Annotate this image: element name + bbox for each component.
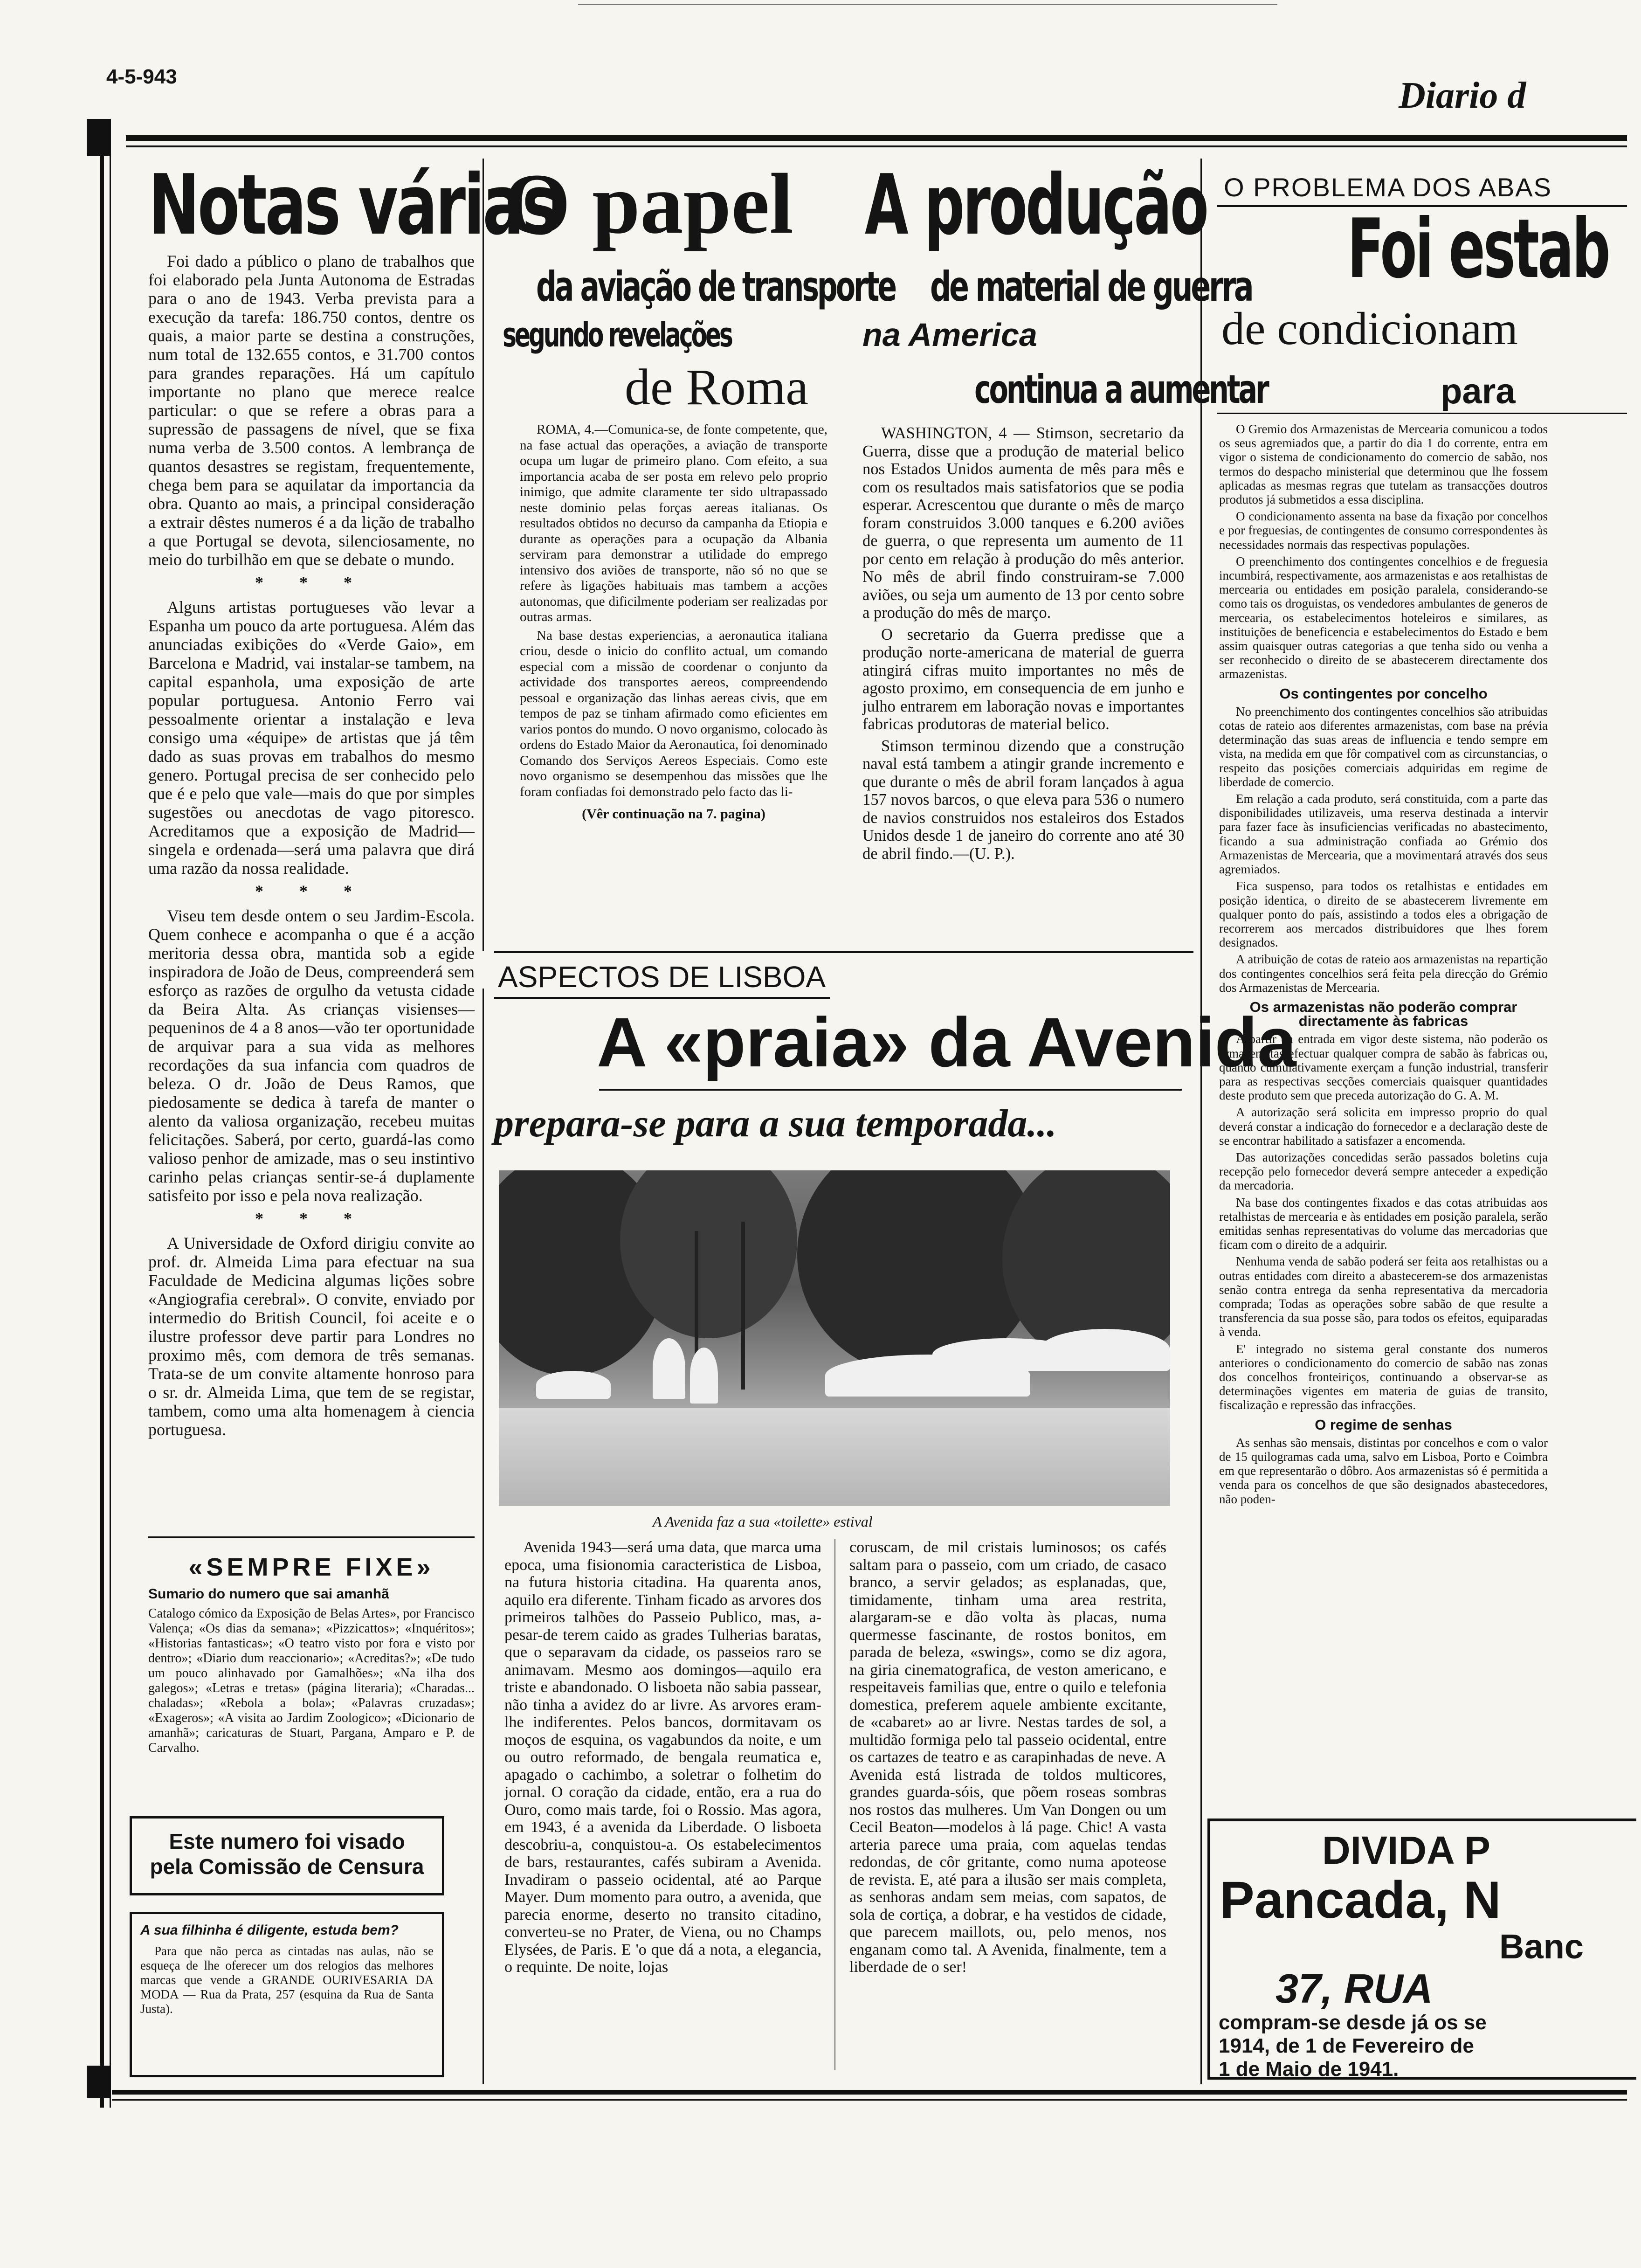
column-separator-1b [483,989,484,2084]
divida-line2: Pancada, N [1220,1871,1501,1929]
sempre-fixe-subtitle: Sumario do numero que sai amanhã [148,1586,389,1602]
abast-p13: E' integrado no sistema geral constante dos numeros anteriores o condicionamento do comercio de sabão nas zonas dos concelhos fronteiriços, continuando a observar-se as determinações vigentes em materia de guias de transito, fiscalização e repressão das infracções. [1219,1341,1548,1412]
notas-stars-2: * * * [255,882,368,900]
top-rule-thin [126,145,1627,147]
abast-p7: A atribuição de cotas de rateio aos armazenistas na repartição dos contingentes concelhios será feita pela direcção do Grémio dos Armazenistas de Mercearia. [1219,952,1548,995]
ourivesaria-title: A sua filhinha é diligente, estuda bem? [140,1922,399,1938]
left-border-thin [110,149,111,2108]
ourivesaria-ad [130,1912,444,2077]
papel-sub3: de Roma [625,359,809,415]
papel-column [520,422,827,822]
abast-p2: O condicionamento assenta na base da fixação por concelhos e por freguesias, de contingentes de consumo correspondentes às necessidades normais das respectivas populações. [1219,509,1548,552]
divida-line7: 1 de Maio de 1941. [1219,2058,1399,2080]
sempre-fixe-rule [148,1536,475,1538]
abast-p6: Fica suspenso, para todos os retalhistas e entidades em posição identica, o direito de se abastecerem livremente em qualquer ponto do país, assistindo a todos eles a obrigação de recorrerem aos mercados distribuidores que lhes forem designados. [1219,879,1548,950]
producao-p1: WASHINGTON, 4 — Stimson, secretario da Guerra, disse que a produção de material belico nos Estados Unidos aumenta de mês para mês e com os resultados mais satisfatorios que se podia esperar. Acrescentou que durante o mês de março foram construidos 3.000 tanques e 6.200 aviões de guerra, o que representa um aumento de 11 por cento em relação à produção do mês anterior. No mês de abril findo construiram-se 7.000 aviões, ou seja um aumento de 13 por cento sobre a produção do mês de março. [862,424,1184,622]
lisboa-title: A «praia» da Avenida [597,1003,1296,1081]
issue-date: 4-5-943 [106,65,177,88]
abast-sub1: de condicionam [1221,303,1518,354]
abast-column [1219,422,1548,1509]
notas-column [148,252,475,1443]
abast-p8: A partir da entrada em vigor deste sistema, não poderão os armazenistas efectuar qualquer compra de sabão às fabricas ou, quando cumulativamente exerçam a função industrial, transferir para as respectivas secções comerciais quaisquer quantidades deste produto sem que preceda autorização do G. A. M. [1219,1032,1548,1103]
lisboa-kicker: ASPECTOS DE LISBOA [498,960,826,994]
papel-continued: (Vêr continuação na 7. pagina) [582,806,765,822]
abast-h1: Os contingentes por concelho [1279,685,1488,702]
lisboa-subtitle: prepara-se para a sua temporada... [494,1102,1057,1145]
lisboa-col1-text: Avenida 1943—será uma data, que marca uma epoca, uma fisionomia caracteristica de Lisboa, na futura historia citadina. Ha quarenta anos, aquilo era diferente. Tinham ficado as arvores dos primeiros talhões do Passeio Publico, mas, a-pesar-de terem caido as grades Tulherias baratas, que o separavam da cidade, os passeios raro se animavam. Mesmo aos domingos—aquilo era triste e abandonado. O lisboeta não sabia passear, não tinha a avidez do ar livre. As arvores eram-lhe indiferentes. Pelos bancos, dormitavam os moços de esquina, os vagabundos da noite, e um ou outro reformado, de bengala reumatica e, apagado o cachimbo, a soletrar o folhetim do jornal. O coração da cidade, então, era a rua do Ouro, como mais tarde, foi o Rossio. Mas agora, em 1943, é a avenida da Liberdade. O lisboeta descobriu-a, conquistou-a. Os estabelecimentos de bars, restaurantes, cafés subiram a Avenida. Invadiram o passeio ocidental, até ao Parque Mayer. Dum momento para outro, a avenida, que parecia enorme, deserto no transito citadino, converteu-se no Prater, de Viena, ou no Champs Elysées, de Paris. E 'o que dá a nota, a elegancia, o requinte. De noite, lojas [504,1539,821,1976]
producao-sub2: na America [862,317,1037,353]
abast-p14: As senhas são mensais, distintas por concelhos e com o valor de 15 quilogramas cada uma, salvo em Lisboa, Porto e Coimbra em que representarão o dôbro. Aos armazenistas só é permitida a venda para os concelhos de que são designados abastecedores, não poden- [1219,1435,1548,1506]
abast-p11: Na base dos contingentes fixados e das cotas atribuidas aos retalhistas de mercearia e às entidades em posição paralela, serão emitidas senhas representativas do volume das mercadorias que ficam com o direito de a adquirir. [1219,1195,1548,1252]
avenida-photo [499,1170,1170,1506]
bottom-rule [112,2090,1627,2095]
producao-p3: Stimson terminou dizendo que a construção naval está tambem a atingir grande incremento e que durante o mês de abril foram lançados à agua 157 novos barcos, o que eleva para 536 o numero de navios construidos nos estaleiros dos Estados Unidos desde 1 de janeiro do corrente ano até 30 de abril findo.—(U. P.). [862,737,1184,863]
abast-title: Foi estab [1347,202,1609,297]
lisboa-col-separator [834,1539,835,2070]
papel-sub1: da aviação de transporte [536,263,895,311]
sempre-fixe-text: Catalogo cómico da Exposição de Belas Artes», por Francisco Valença; «Os dias da semana»; «Pizzicattos»; «Inquéritos»; «Historias fantasticas»; «O teatro visto por fora e visto por dentro»; «Diario dum reaccionario»; «Acreditas?»; «De tudo um pouco alinhavado por Gamalhões»; «Na ilha dos galegos»; «Letras e tretas» (página literaria); «Charadas... chaladas»; «Rebola a bola»; «Palavras cruzadas»; «Exageros»; «A visita ao Jardim Zoologico»; «Dicionario de amanhã»; caricaturas de Stuart, Pargana, Amparo e P. de Carvalho. [148,1606,475,1755]
divida-line4: 37, RUA [1276,1965,1433,2012]
abast-kicker: O PROBLEMA DOS ABAS [1224,173,1552,202]
papel-p1: ROMA, 4.—Comunica-se, de fonte competente, que, na fase actual das operações, a aviação de transporte ocupa um lugar de primeiro plano. Com efeito, a sua importancia acaba de ser posta em relevo pelo proprio inimigo, que admite claramente ter sido ultrapassado neste dominio pelas forças aereas italianas. Os resultados obtidos no decurso da campanha da Etiopia e durante as operações para a ocupação da Albania serviram para demonstrar a utilidade do emprego intensivo dos aviões de transporte, não só no que se refere às ligações habituais mas tambem a acções autonomas, que dificilmente poderiam ser realizadas por outras armas. [520,422,827,624]
top-rule [126,135,1627,141]
left-border [100,149,104,2108]
divida-line5: compram-se desde já os se [1219,2011,1487,2034]
lisboa-title-rule [599,1089,1182,1091]
abast-h3: O regime de senhas [1315,1416,1452,1433]
divida-line1: DIVIDA P [1322,1828,1490,1872]
divida-ad [1207,1819,1636,2080]
notas-p3: Viseu tem desde ontem o seu Jardim-Escola. Quem conhece e acompanha o que é a acção meritoria dessa obra, mantida sob a egide inspiradora de João de Deus, compreenderá sem esforço as razões de orgulho da vetusta cidade da Beira Alta. As crianças visienses—pequeninos de 4 a 8 anos—vão ter oportunidade de arquivar para a sua vida as melhores recordações da sua infancia com quadros de beleza. O dr. João de Deus Ramos, que piedosamente se dedica à tarefa de manter o alento da valiosa organização, recebeu muitas felicitações. Saberá, por certo, guardá-las como valioso penhor de amizade, mas o seu instintivo carinho pelas crianças sentir-se-á duplamente satisfeito por isso e pela nova realização. [148,906,475,1205]
left-marker-top [87,119,111,156]
lisboa-col2-text: coruscam, de mil cristais luminosos; os cafés saltam para o passeio, com um criado, de casaco branco, a servir gelados; as esplanadas, que, timidamente, tinham uma area restrita, alargaram-se e dão volta às placas, numa quermesse fascinante, de rostos bonitos, em parada de beleza, «swings», como se diz agora, na giria cinematografica, de veston americano, e respeitaveis familias que, entre o quilo e telefonia domestica, preferem aquele ambiente excitante, de «cabaret» ao ar livre. Nestas tardes de sol, a multidão formiga pelo tal passeio ocidental, entre os cartazes de teatro e as carapinhadas de neve. A Avenida está listrada de toldos multicores, grandes guarda-sóis, que põem roseas sombras nos rostos das mulheres. Um Van Dongen ou um Cecil Beaton—modelos à lá page. Chic! A vasta arteria parece uma praia, com aquelas tendas redondas, de côr gritante, como numa apoteose de revista. E, até para a ilusão ser mais completa, as senhoras andam sem meias, com sapatos, de sola de cortiça, a dobrar, e ha vestidos de cidade, que parecem maillots, ou, pelo menos, nos enganam como tal. A Avenida, finalmente, tem a liberdade de o ser! [849,1539,1166,1976]
abast-p9: A autorização será solicita em impresso proprio do qual deverá constar a indicação do fornecedor e a declaração deste de se encontrar habilitado a satisfazer a encomenda. [1219,1105,1548,1148]
censura-box [130,1816,444,1895]
papel-p2: Na base destas experiencias, a aeronautica italiana criou, desde o inicio do conflito actual, um comando especial com a missão de coordenar o conjunto da actividade dos transportes aereos, compreendendo pessoal e organização das linhas aereas civis, que em tempos de paz se tinham afirmado como eficientes em varios pontos do mundo. O novo organismo, colocado às ordens do Estado Maior da Aeronautica, foi denominado Comando dos Serviços Aereos Especiais. Como este novo organismo se desempenhou das missões que lhe foram confiadas foi demonstrado pelo facto das li- [520,628,827,799]
producao-sub1: de material de guerra [930,263,1252,311]
sempre-fixe-title: «SEMPRE FIXE» [188,1553,434,1581]
notas-p4: A Universidade de Oxford dirigiu convite ao prof. dr. Almeida Lima para efectuar na sua Faculdade de Medicina algumas lições sobre «Angiografia cerebral». O convite, enviado por intermedio do British Council, foi aceite e o ilustre professor deve partir para Londres no proximo mês, com demora de três semanas. Trata-se de um convite altamente honroso para o sr. dr. Almeida Lima, que tem de se registar, tambem, como uma alta homenagem à ciencia portuguesa. [148,1234,475,1439]
abast-p10: Das autorizações concedidas serão passados boletins cuja recepção pelo fornecedor deverá sempre anteceder a expedição da mercadoria. [1219,1150,1548,1193]
lisboa-col2 [849,1539,1166,1980]
top-edge-line [578,4,1277,5]
lisboa-kicker-rule [494,997,830,999]
notas-p2: Alguns artistas portugueses vão levar a Espanha um pouco da arte portuguesa. Além das anunciadas exibições do «Verde Gaio», em Barcelona e Madrid, vai instalar-se tambem, na capital espanhola, uma exposição de arte popular portuguesa. Antonio Ferro vai pessoalmente orientar a instalação e leva consigo uma «équipe» de artistas que já têm dado as suas provas em trabalhos do mesmo genero. Portugal precisa de ser conhecido pelo que é e pelo que vale—mais do que por simples sugestões ou anecdotas de vago pitoresco. Acreditamos que a exposição de Madrid—singela e ordenada—será uma palavra que dirá uma razão da nossa realidade. [148,598,475,878]
notas-p1: Foi dado a público o plano de trabalhos que foi elaborado pela Junta Autonoma de Estradas para o ano de 1943. Verba prevista para a execução da tarefa: 186.750 contos, dentre os quais, a maior parte se destina a construções, num total de 132.655 contos, e 31.700 contos para grandes reparações. Há um capítulo importante no plano que merece realce particular: o que se refere a obras para a supressão de passagens de nível, que se fixa numa verba de 3.500 contos. A lembrança de quantos desastres se registam, frequentemente, chega bem para se aquilatar da importancia da obra. Quanto ao mais, a principal consideração a extrair dêstes numeros é a da lição de trabalho a que Portugal se devota, silenciosamente, no meio do turbilhão em que se debate o mundo. [148,252,475,569]
lisboa-top-rule [494,951,1193,953]
masthead: Diario d [1399,75,1526,116]
divida-line3: Banc [1499,1927,1584,1966]
bottom-rule-thin [112,2099,1627,2101]
abast-p12: Nenhuma venda de sabão poderá ser feita aos retalhistas ou a outras entidades com direito a abastecerem-se dos armazenistas senão contra entrega da senha representativa da mercadoria comprada; Todas as operações sobre sabão de que resulte a transferencia da sua posse são, para todos os efeitos, equiparadas à venda. [1219,1254,1548,1339]
column-separator-3 [1200,159,1202,2084]
abast-p5: Em relação a cada produto, será constituida, com a parte das disponibilidades utilizaveis, uma reserva destinada a intervir para fazer face às insuficiencias verificadas no abastecimento, ficando a sua administração confiada ao Grémio dos Armazenistas de Mercearia, que a movimentará através dos seus agremiados. [1219,792,1548,877]
producao-sub3: continua a aumentar [974,366,1268,412]
notas-stars-1: * * * [255,573,368,592]
abast-sub-rule [1217,413,1627,414]
ourivesaria-text: Para que não perca as cintadas nas aulas, não se esqueça de lhe oferecer um dos relogios das melhores marcas que vende a GRANDE OURIVESARIA DA MODA — Rua da Prata, 257 (esquina da Rua de Santa Justa). [140,1944,434,2016]
lisboa-col1 [504,1539,821,1980]
producao-p2: O secretario da Guerra predisse que a produção norte-americana de material de guerra atingirá cifras muito importantes no mês de agosto proximo, em consequencia de em junho e julho entrarem em laboração novas e importantes fabricas produtoras de material belico. [862,625,1184,733]
abast-p3: O preenchimento dos contingentes concelhios e de freguesia incumbirá, respectivamente, aos armazenistas e aos retalhistas de mercearia ou entidades em posição paralela, considerando-se como tais os droguistas, os vendedores ambulantes de generos de mercearia, os estabelecimentos hoteleiros e similares, as instituições de beneficencia e estabelecimentos do Estado e bem assim quaisquer outras categorias a que tenha sido ou venha a ser reconhecido o direito de se abastecerem directamente dos armazenistas. [1219,554,1548,681]
producao-column [862,424,1184,866]
abast-h2: Os armazenistas não poderão comprar directamente às fabricas [1249,998,1517,1030]
photo-caption: A Avenida faz a sua «toilette» estival [653,1513,873,1530]
column-separator-1 [483,159,484,951]
papel-sub2: segundo revelações [503,315,731,354]
papel-title: O papel [503,156,793,252]
notas-title: Notas várias [148,157,557,253]
abast-sub2: para [1441,372,1516,411]
producao-title: A produção [865,157,1207,253]
abast-p1: O Gremio dos Armazenistas de Mercearia comunicou a todos os seus agremiados que, a partir do dia 1 do corrente, entra em vigor o sistema de condicionamento do comercio de sabão, nos termos do despacho ministerial que determinou que lhe fossem aplicadas as mesmas regras que tutelam as transacções doutros produtos já submetidos a essa disciplina. [1219,422,1548,507]
censura-line2: pela Comissão de Censura [150,1854,424,1879]
notas-stars-3: * * * [255,1209,368,1228]
divida-line6: 1914, de 1 de Fevereiro de [1219,2034,1474,2057]
abast-p4: No preenchimento dos contingentes concelhios são atribuidas cotas de rateio aos diferentes armazenistas, com base na prévia determinação das suas areas de influencia e tendo sempre em vista, na medida em que fôr compativel com as circunstancias, o respeito das posições comerciais adquiridas em regime de liberdade de comercio. [1219,704,1548,789]
censura-line1: Este numero foi visado [169,1829,405,1853]
left-marker-bottom [87,2066,111,2098]
